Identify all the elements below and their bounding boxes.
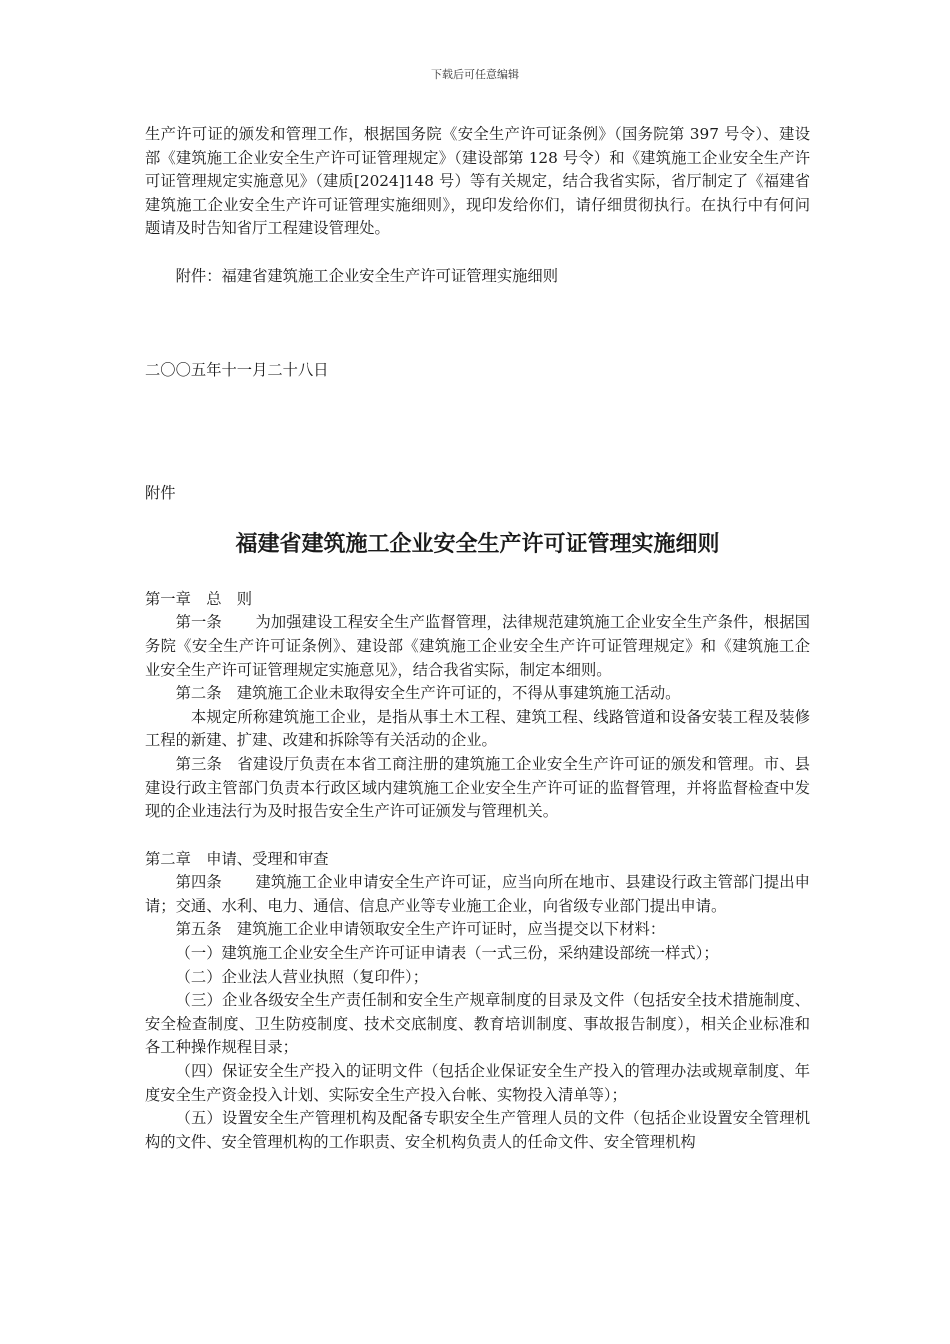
article-3-text: 省建设厅负责在本省工商注册的建筑施工企业安全生产许可证的颁发和管理。市、县建设行政主管部门负责本行政区域内建筑施工企业安全生产许可证的监督管理，并将监督检查中发现的企业违法行为及时报告安全生产许可证颁发与管理机关。: [145, 754, 810, 821]
document-title: 福建省建筑施工企业安全生产许可证管理实施细则: [235, 531, 720, 557]
article-2-paragraph-2: 本规定所称建筑施工企业，是指从事土木工程、建筑工程、线路管道和设备安装工程及装修工程的新建、扩建、改建和拆除等有关活动的企业。: [145, 707, 810, 750]
list-item: （二）企业法人营业执照（复印件）；: [175, 967, 428, 986]
article-5: [145, 918, 810, 942]
article-1: [145, 611, 810, 682]
article-4-text: 建筑施工企业申请安全生产许可证，应当向所在地市、县建设行政主管部门提出申请；交通、水利、电力、通信、信息产业等专业施工企业，向省级专业部门提出申请。: [145, 873, 810, 915]
annex-label: 附件: [145, 484, 176, 503]
article-1-number: 第一条: [175, 613, 222, 632]
intro-paragraph: 生产许可证的颁发和管理工作，根据国务院《安全生产许可证条例》（国务院第 397 号令）、建设部《建筑施工企业安全生产许可证管理规定》（建设部第 128 号令）和《建筑施工企业安全生产许可证管理规定实施意见》（建质[2024]148 号）等有关规定，结合我省实际，省厅制定了《福建省建筑施工企业安全生产许可证管理实施细则》，现印发给你们，请仔细贯彻执行。在执行中有何问题请及时告知省厅工程建设管理处。: [145, 125, 810, 238]
article-5-text: 建筑施工企业申请领取安全生产许可证时，应当提交以下材料：: [236, 920, 666, 939]
list-item: （一）建筑施工企业安全生产许可证申请表（一式三份，采纳建设部统一样式）；: [175, 944, 719, 963]
attachment-line: 附件：福建省建筑施工企业安全生产许可证管理实施细则: [175, 266, 559, 285]
document-body: [145, 123, 810, 1154]
article-3: [145, 753, 810, 824]
article-4-number: 第四条: [175, 873, 222, 892]
list-item: （四）保证安全生产投入的证明文件（包括企业保证安全生产投入的管理办法或规章制度、年度安全生产资金投入计划、实际安全生产投入台帐、实物投入清单等）；: [145, 1062, 810, 1104]
issue-date: 二〇〇五年十一月二十八日: [145, 360, 329, 379]
article-4: [145, 871, 810, 918]
article-2-number: 第二条: [175, 684, 222, 703]
list-item: （三）企业各级安全生产责任制和安全生产规章制度的目录及文件（包括安全技术措施制度、安全检查制度、卫生防疫制度、技术交底制度、教育培训制度、事故报告制度），相关企业标准和各工种操作规程目录；: [145, 991, 810, 1057]
article-2-text: 建筑施工企业未取得安全生产许可证的，不得从事建筑施工活动。: [236, 684, 681, 703]
page-header-note: 下载后可任意编辑: [431, 68, 519, 81]
article-5-number: 第五条: [175, 920, 222, 939]
list-item: （五）设置安全生产管理机构及配备专职安全生产管理人员的文件（包括企业设置安全管理机构的文件、安全管理机构的工作职责、安全机构负责人的任命文件、安全管理机构: [145, 1109, 810, 1151]
article-2: [145, 682, 810, 706]
chapter-2-heading: 第二章 申请、受理和审查: [145, 849, 329, 868]
chapter-1-heading: 第一章 总 则: [145, 589, 253, 608]
article-1-text: 为加强建设工程安全生产监督管理，法律规范建筑施工企业安全生产条件，根据国务院《安全生产许可证条例》、建设部《建筑施工企业安全生产许可证管理规定》和《建筑施工企业安全生产许可证管理规定实施意见》，结合我省实际，制定本细则。: [145, 613, 810, 679]
article-3-number: 第三条: [175, 754, 223, 773]
